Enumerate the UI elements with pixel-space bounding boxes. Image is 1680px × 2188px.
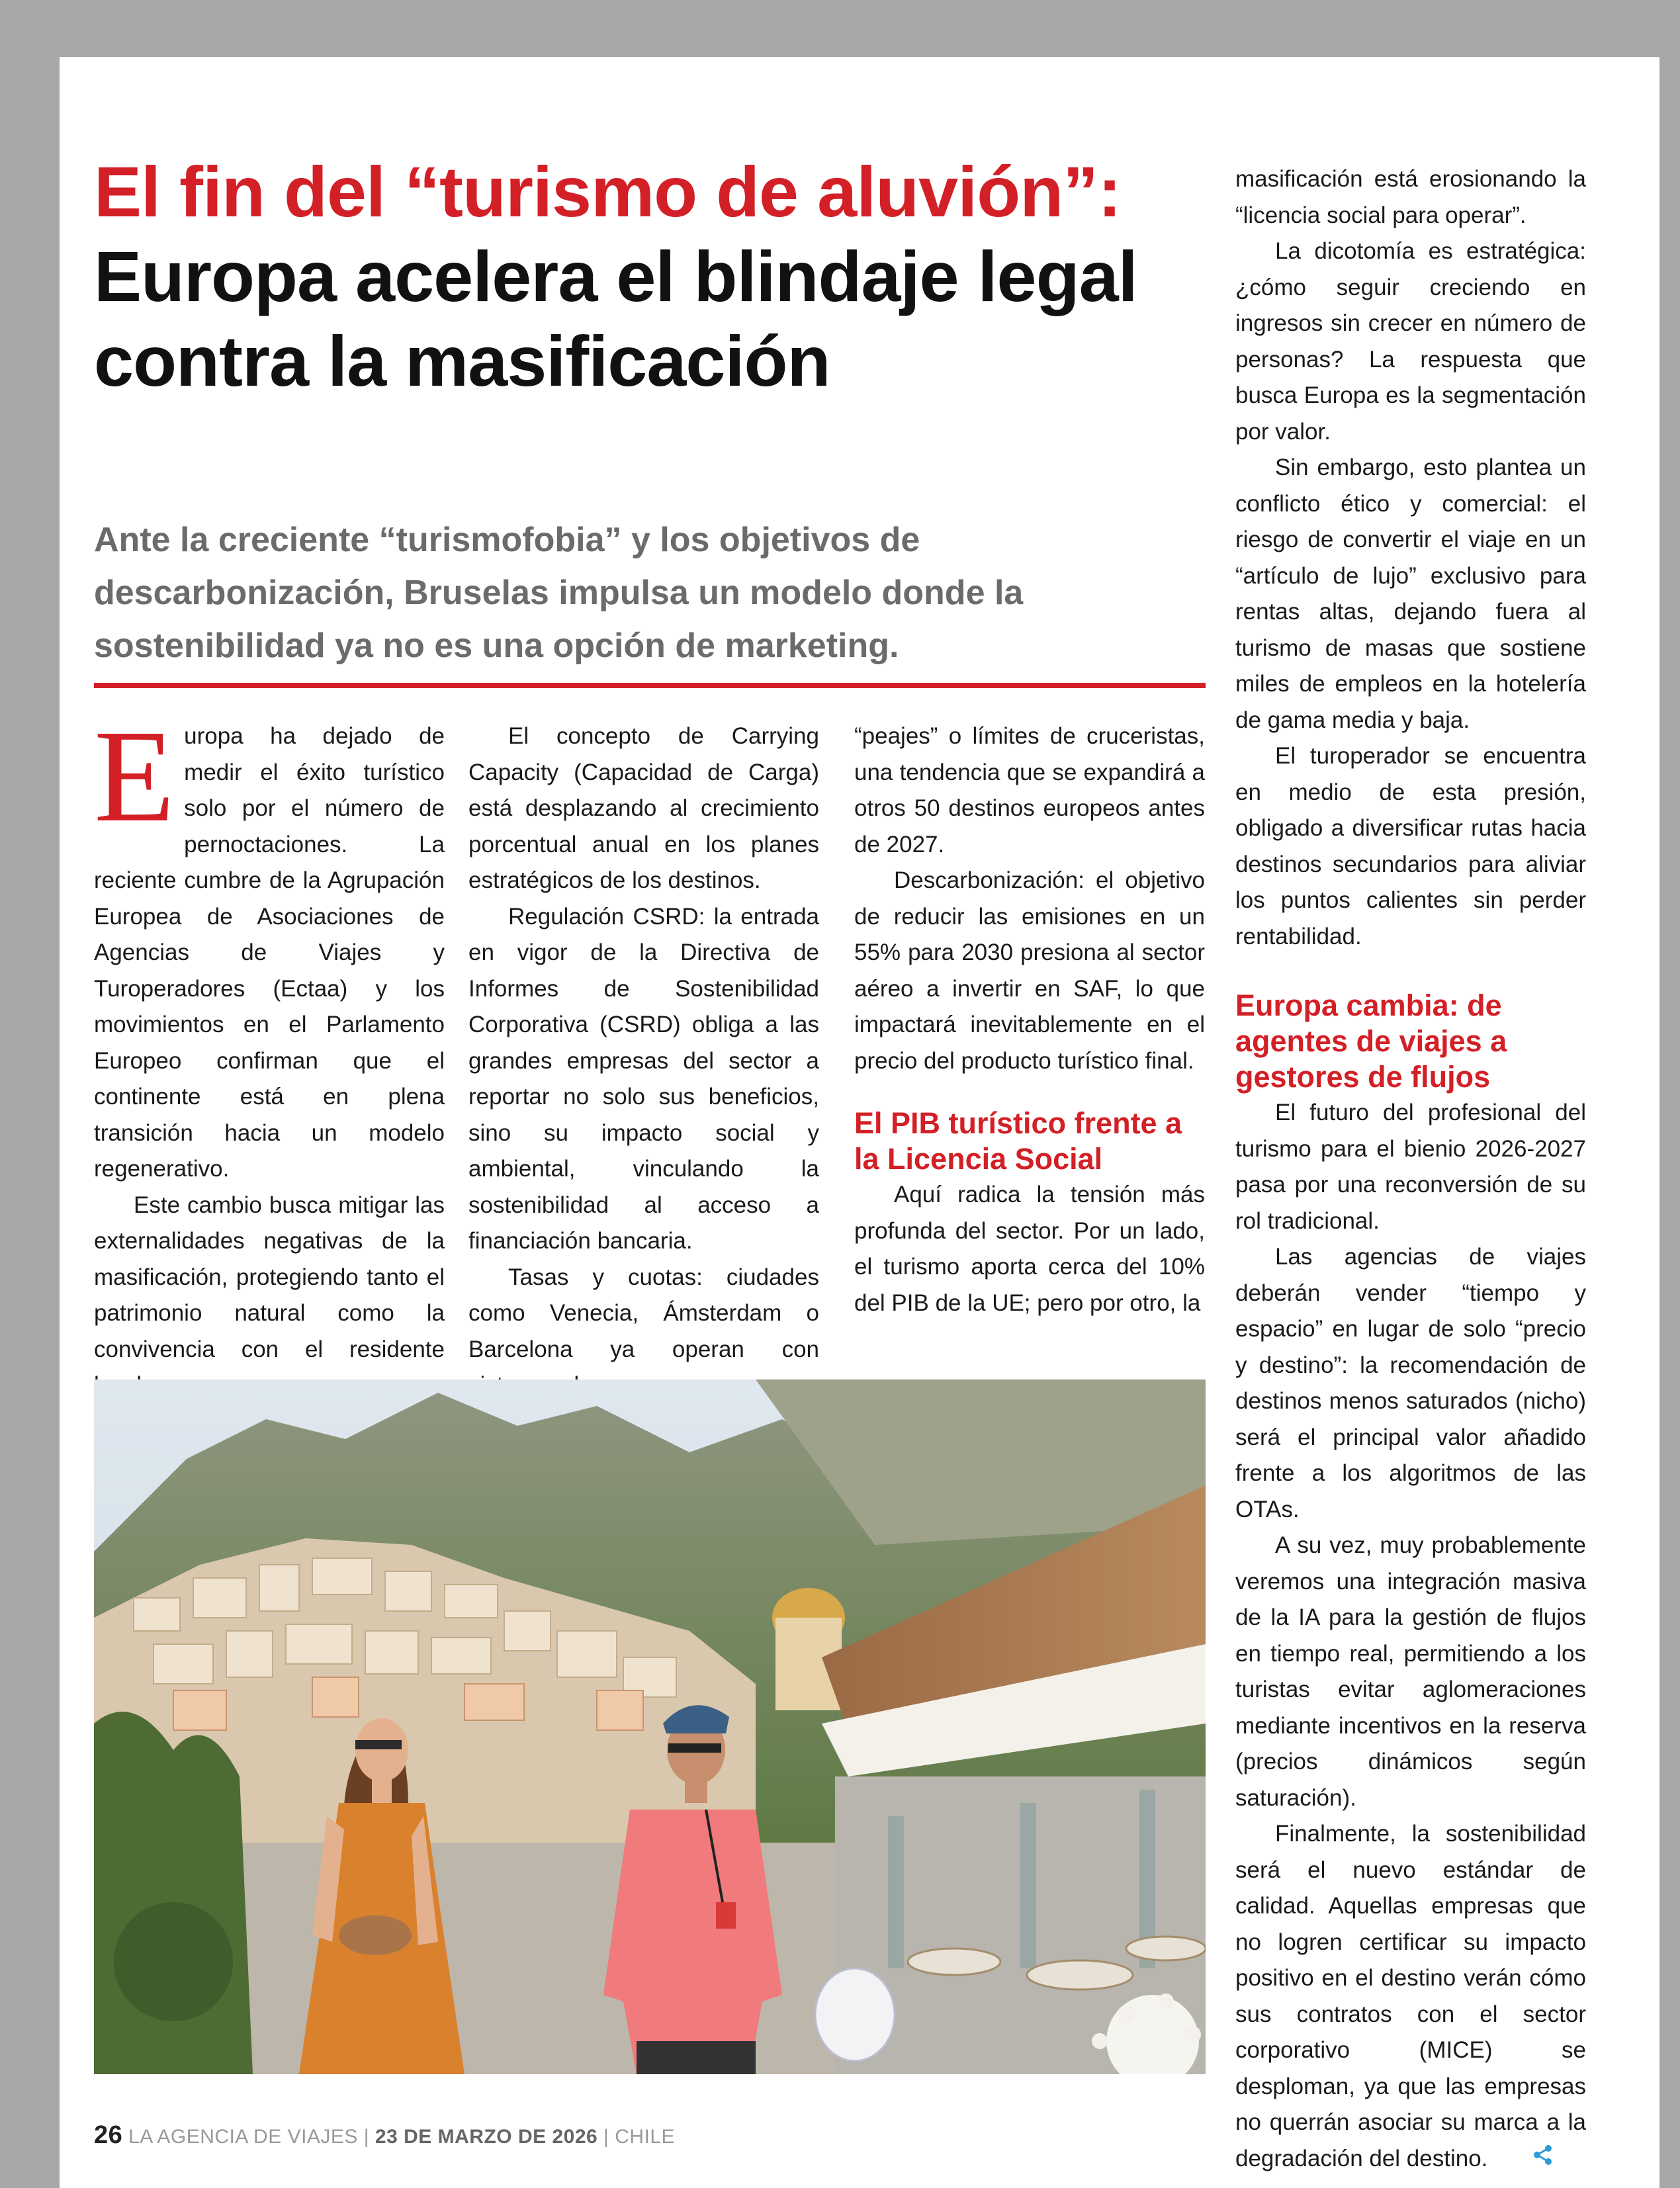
paragraph: La dicotomía es estratégica: ¿cómo seguir creciendo en ingresos sin crecer en número de personas? La respuesta que busca Europa es la segmentación por valor. bbox=[1235, 238, 1586, 445]
headline-black-part: Europa acelera el blindaje legal contra la masificación bbox=[94, 236, 1137, 401]
subheading-pib: El PIB turístico frente a la Licencia Social bbox=[854, 1106, 1182, 1176]
paragraph bbox=[94, 703, 445, 1188]
issue-date: 23 DE MARZO DE 2026 bbox=[375, 2126, 598, 2148]
paragraph: Descarbonización: el objetivo de reducir las emisiones en un 55% para 2030 presiona al sector aéreo a invertir en SAF, lo que impactará inevitablemente en el precio del producto turístico final. bbox=[854, 867, 1205, 1074]
page-number: 26 bbox=[94, 2121, 123, 2149]
paragraph: Regulación CSRD: la entrada en vigor de la Directiva de Informes de Sostenibilidad Corporativa (CSRD) obliga a las grandes empresas del sector a reportar no solo sus beneficios, sino su impacto social y ambiental, vinculando la sostenibilidad al acceso a financiación bancaria. bbox=[468, 903, 819, 1254]
paragraph: Sin embargo, esto plantea un conflicto ético y comercial: el riesgo de convertir el viaje en un “artículo de lujo” exclusivo para rentas altas, dejando fuera al turismo de masas que sostiene miles de empleos en la hotelería de gama media y baja. bbox=[1235, 455, 1586, 733]
magazine-page bbox=[60, 57, 1659, 2188]
footer-separator: | bbox=[603, 2126, 609, 2148]
paragraph: masificación está erosionando la “licencia social para operar”. bbox=[1235, 166, 1586, 228]
paragraph: “peajes” o límites de cruceristas, una tendencia que se expandirá a otros 50 destinos europeos antes de 2027. bbox=[854, 723, 1205, 857]
paragraph: Las agencias de viajes deberán vender “tiempo y espacio” en lugar de solo “precio y destino”: la recomendación de destinos menos saturados (nicho) será el principal valor añadido frente a los algoritmos de las OTAs. bbox=[1235, 1244, 1586, 1522]
publication-name: LA AGENCIA DE VIAJES bbox=[128, 2126, 358, 2148]
red-divider bbox=[94, 683, 1206, 688]
paragraph: Aquí radica la tensión más profunda del sector. Por un lado, el turismo aporta cerca del 10% del PIB de la UE; pero por otro, la bbox=[854, 1182, 1205, 1316]
paragraph: Tasas y cuotas: ciudades como Venecia, Ámsterdam o Barcelona ya operan con bbox=[468, 1264, 819, 1362]
paragraph: A su vez, muy probablemente veremos una integración masiva de la IA para la gestión de flujos en tiempo real, permitiendo a los turistas evitar aglomeraciones mediante incentivos en la reserva (precios dinámicos según saturación). bbox=[1235, 1532, 1586, 1811]
subheading-europa-cambia: Europa cambia: de agentes de viajes a gestores de flujos bbox=[1235, 988, 1507, 1094]
drop-cap: E bbox=[94, 703, 175, 850]
column-2 bbox=[468, 719, 819, 1404]
article-deck: Ante la creciente “turismofobia” y los objetivos de descarbonización, Bruselas impulsa un modelo donde la sostenibilidad ya no es una opción de marketing. bbox=[94, 521, 1024, 665]
column-1 bbox=[94, 703, 445, 1404]
positano-couple-photo bbox=[94, 1379, 1206, 2074]
article-photo bbox=[94, 1379, 1206, 2074]
headline-red-part: El fin del “turismo de aluvión”: bbox=[94, 152, 1122, 232]
paragraph: Este cambio busca mitigar las externalidades negativas de la masificación, protegiendo tanto el patrimonio natural como la convivencia con el residente bbox=[94, 1192, 445, 1362]
edition-country: CHILE bbox=[615, 2126, 676, 2148]
article-headline bbox=[94, 150, 1219, 404]
paragraph: El turoperador se encuentra en medio de esta presión, obligado a diversificar rutas hacia destinos secundarios para aliviar los puntos calientes sin perder rentabilidad. bbox=[1235, 743, 1586, 949]
paragraph bbox=[1235, 1816, 1586, 2178]
paragraph: El futuro del profesional del turismo para el bienio 2026-2027 pasa por una reconversión de su rol tradicional. bbox=[1235, 1100, 1586, 1234]
page-footer bbox=[94, 2121, 675, 2150]
paragraph-text: uropa ha dejado de medir el éxito turístico solo por el número de pernoctaciones. La reciente cumbre de la Agrupación Europea de Asociaciones de Agencias de Viajes y Turoperadores (Ectaa) y los movimientos en el Parlamento Europeo confirman que el continente está en plena transición hacia un modelo regenerativo. bbox=[94, 723, 445, 1182]
column-4 bbox=[1235, 161, 1586, 2178]
share-icon[interactable] bbox=[1491, 2142, 1555, 2178]
paragraph: El concepto de Carrying Capacity (Capacidad de Carga) está desplazando al crecimiento porcentual anual en los planes estratégicos de los destinos. bbox=[468, 723, 819, 893]
paragraph-text: Finalmente, la sostenibilidad será el nuevo estándar de calidad. Aquellas empresas que no logren certificar su impacto positivo en el destino verán cómo sus contratos con el sector corporativo (MICE) se desploman, ya que las empresas no querrán asociar su marca a la degradación del destino. bbox=[1235, 1821, 1586, 2171]
column-3 bbox=[854, 719, 1205, 1321]
footer-separator: | bbox=[363, 2126, 370, 2148]
